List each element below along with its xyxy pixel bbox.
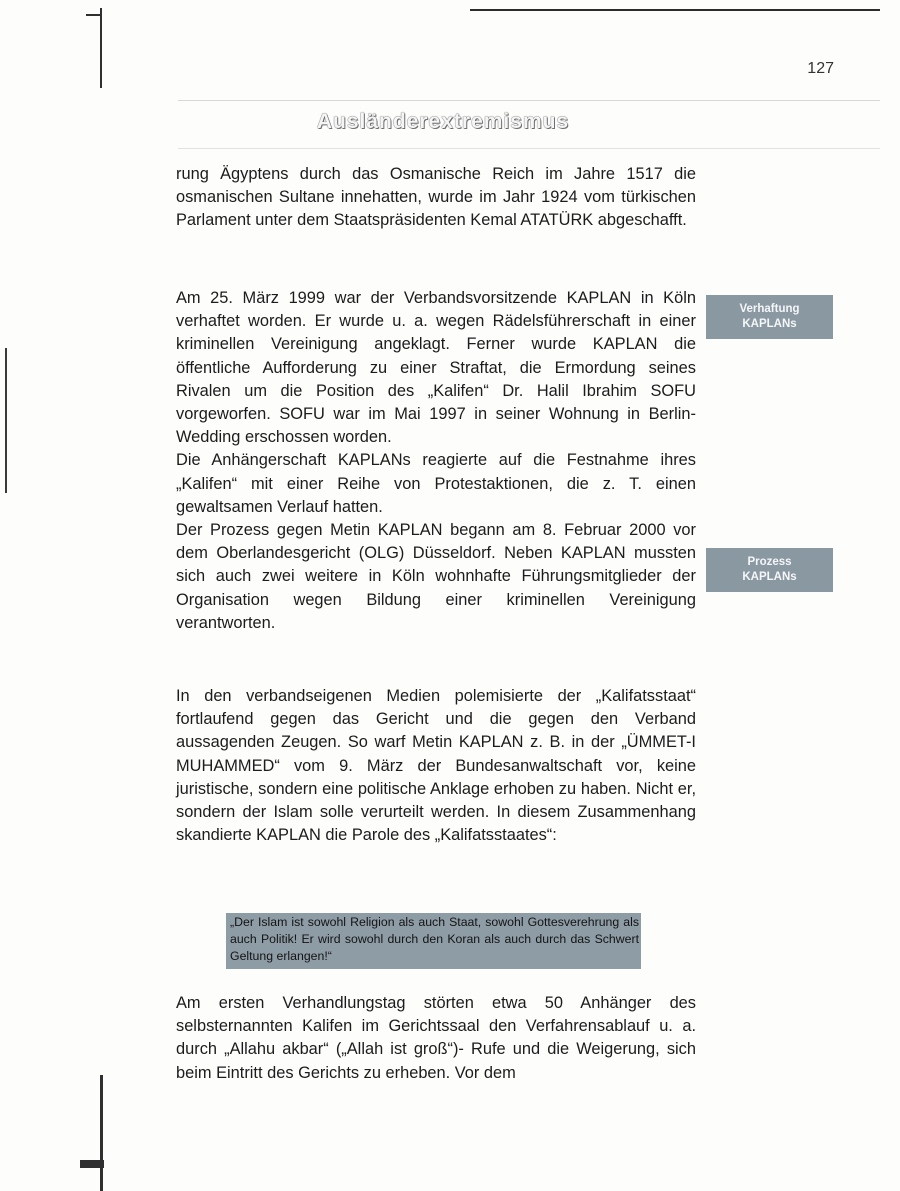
margin-note-arrest — [706, 295, 833, 339]
running-head: Ausländerextremismus — [316, 110, 570, 133]
margin-note-line: Prozess — [747, 556, 792, 568]
header-rule — [178, 100, 880, 101]
header-rule-lower — [178, 148, 880, 149]
binding-edge-top — [100, 8, 102, 88]
binding-edge-top-cap — [86, 14, 102, 16]
paragraph-text: Am ersten Verhandlungstag störten etwa 50 Anhänger des selbsternannten Kalifen im Gerichtssaal den Verfahrensablauf u. a. durch „Allahu akbar“ („Allah ist groß“)- Rufe und die Weigerung, sich beim Eintritt des Gerichts zu erheben. Vor dem — [176, 994, 696, 1082]
margin-note-line: Verhaftung — [739, 303, 800, 315]
binding-edge-bottom — [100, 1075, 103, 1191]
paragraph-text: In den verbandseigenen Medien polemisierte der „Kalifatsstaat“ fortlaufend gegen das Gericht und die gegen den Verband aussagenden Zeugen. So warf Metin KAPLAN z. B. in der „ÜMMET-I MUHAMMED“ vom 9. März der Bundesanwaltschaft vor, keine juristische, sondern eine politische Anklage erhoben zu haben. Nicht er, sondern der Islam solle verurteilt werden. In diesem Zusammenhang skandierte KAPLAN die Parole des „Kalifatsstaates“: — [176, 687, 696, 845]
left-margin-mark — [5, 348, 7, 493]
page-number: 127 — [807, 60, 834, 77]
margin-note-trial — [706, 548, 833, 592]
quote-box: „Der Islam ist sowohl Religion als auch Staat, sowohl Gottesverehrung als auch Politik! Er wird sowohl durch den Koran als auch durch das Schwert Geltung erlangen!“ — [226, 913, 641, 969]
binding-edge-foot — [80, 1160, 104, 1168]
paragraph-text: rung Ägyptens durch das Osmanische Reich im Jahre 1517 die osmanischen Sultane innehatten, wurde im Jahr 1924 vom türkischen Parlament unter dem Staatspräsidenten Kemal ATATÜRK abgeschafft. — [176, 165, 696, 230]
paragraph-arrest: Am 25. März 1999 war der Verbandsvorsitzende KAPLAN in Köln verhaftet worden. Er wurde u. a. wegen Rädelsführerschaft in einer kriminellen Vereinigung angeklagt. Ferner wurde KAPLAN die öffentliche Aufforderung zu einer Straftat, die Ermordung seines Rivalen um die Position des „Kalifen“ Dr. Halil Ibrahim SOFU vorgeworfen. SOFU war im Mai 1997 in seiner Wohnung in Berlin-Wedding erschossen worden. — [176, 289, 696, 447]
paragraph-3 — [176, 685, 696, 847]
top-rule — [470, 9, 880, 11]
paragraph-1 — [176, 163, 696, 233]
paragraph-4 — [176, 992, 696, 1085]
paragraph-trial: Der Prozess gegen Metin KAPLAN begann am 8. Februar 2000 vor dem Oberlandesgericht (OLG) Düsseldorf. Neben KAPLAN mussten sich auch zwei weitere in Köln wohnhafte Führungsmitglieder der Organisation wegen Bildung einer kriminellen Vereinigung verantworten. — [176, 521, 696, 632]
paragraph-2 — [176, 287, 696, 635]
margin-note-line: KAPLANs — [742, 318, 797, 330]
paragraph-protest: Die Anhängerschaft KAPLANs reagierte auf die Festnahme ihres „Kalifen“ mit einer Reihe von Protestaktionen, die z. T. einen gewaltsamen Verlauf hatten. — [176, 451, 696, 516]
margin-note-line: KAPLANs — [742, 571, 797, 583]
